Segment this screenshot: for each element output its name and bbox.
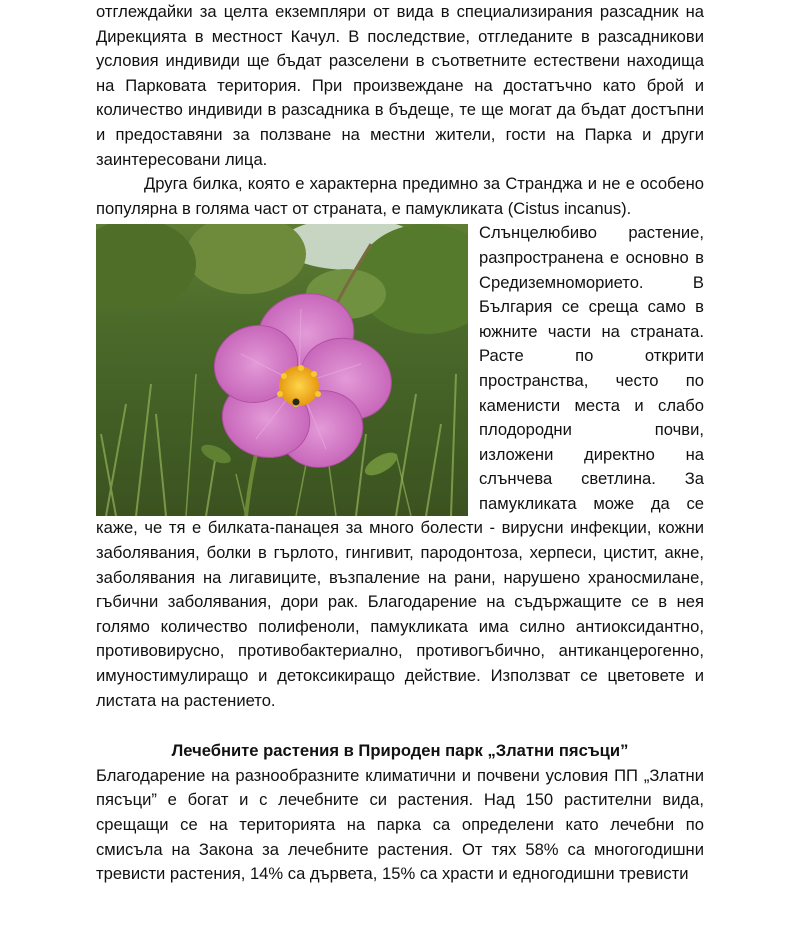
document-page	[96, 0, 704, 887]
paragraph-intro: отглеждайки за целта екземпляри от вида в специализирания разсадник на Дирекцията в местност Качул. В последствие, отгледаните в разсадникови условия индивиди ще бъдат разселени в съответните естествени находища на Парковата територия. При произвеждане на достатъчно като брой и количество индивиди в разсадника в бъдеще, те ще могат да бъдат достъпни и предоставяни за ползване на местни жители, гости на Парка и други заинтересовани лица.	[96, 2, 704, 169]
flower-illustration	[96, 224, 468, 516]
section-heading: Лечебните растения в Природен парк „Златни пясъци”	[171, 741, 629, 761]
paragraph-zlatni-pyasatsi: Благодарение на разнообразните климатични и почвени условия ПП „Златни пясъци” е богат и с лечебните си растения. Над 150 растителни вида, срещащи се на територията на парка са определени като лечебни по смисъла на Закона за лечебните растения. От тях 58% са многогодишни тревисти растения, 14% са дървета, 15% са храсти и едногодишни тревисти	[96, 765, 704, 884]
paragraph-cistus-intro: Друга билка, която е характерна предимно за Странджа и не е особено популярна в голяма част от страната, е памукликата (Cistus incanus).	[96, 174, 704, 218]
cistus-flower-photo	[96, 224, 468, 516]
paragraph-cistus-description: Слънцелюбиво растение, разпространена е основно в Средиземноморието. В България се среща само в южните части на страната. Расте по открити пространства, често по каменисти места и слабо плодородни почви, изложени директно на слънчева светлина. За памукликата може да се каже, че тя е билката-панацея за много болести - вирусни инфекции, кожни заболявания, болки в гърлото, гингивит, пародонтоза, херпеси, цистит, акне, заболявания на лигавиците, възпаление на рани, нарушено храносмилане, гъбични заболявания, дори рак. Благодарение на съдържащите се в нея голямо количество полифеноли, памукликата има силно антиоксидантно, противовирусно, противобактериално, противогъбично, антиканцерогенно, имуностимулиращо и детоксикиращо действие. Използват се цветовете и листата на растението.	[96, 223, 704, 710]
